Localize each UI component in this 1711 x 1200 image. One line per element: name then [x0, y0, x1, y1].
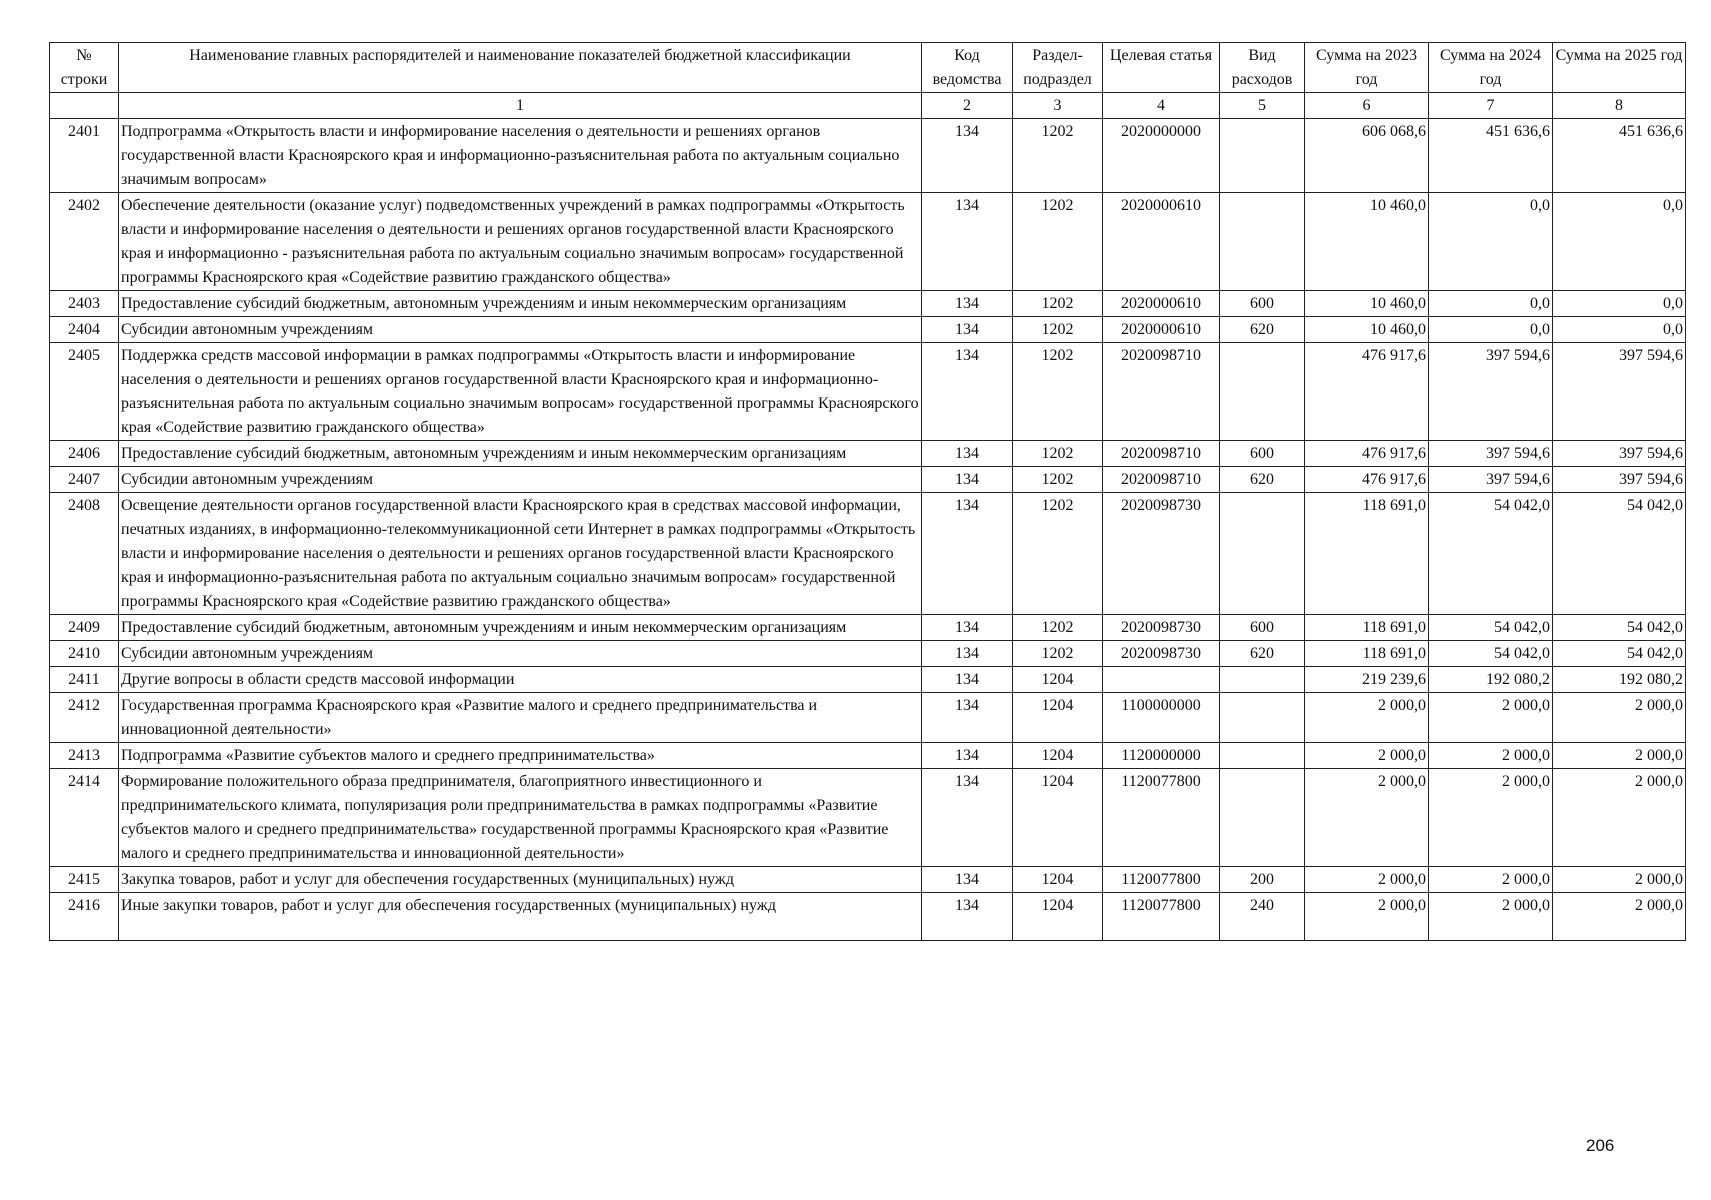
section-code: 1202	[1013, 291, 1103, 317]
sum-2024: 0,0	[1429, 291, 1553, 317]
section-code: 1202	[1013, 119, 1103, 193]
sum-2024: 54 042,0	[1429, 493, 1553, 615]
table-row	[50, 193, 1686, 291]
row-number: 2415	[50, 867, 119, 893]
sum-2023: 2 000,0	[1305, 893, 1429, 941]
sum-2024: 0,0	[1429, 317, 1553, 343]
sum-2023: 118 691,0	[1305, 493, 1429, 615]
sum-2025: 192 080,2	[1553, 667, 1686, 693]
target-article-code: 1120000000	[1103, 743, 1220, 769]
sum-2023: 476 917,6	[1305, 343, 1429, 441]
department-code: 134	[922, 667, 1013, 693]
sum-2025: 0,0	[1553, 193, 1686, 291]
header-department-code: Код ведомства	[922, 43, 1013, 93]
table-row	[50, 769, 1686, 867]
expense-type-code	[1220, 119, 1305, 193]
expense-type-code	[1220, 769, 1305, 867]
sum-2023: 118 691,0	[1305, 615, 1429, 641]
target-article-code: 1120077800	[1103, 769, 1220, 867]
sum-2024: 397 594,6	[1429, 441, 1553, 467]
expense-type-code: 620	[1220, 467, 1305, 493]
department-code: 134	[922, 867, 1013, 893]
sum-2023: 2 000,0	[1305, 743, 1429, 769]
sum-2025: 2 000,0	[1553, 867, 1686, 893]
section-code: 1202	[1013, 467, 1103, 493]
sum-2025: 54 042,0	[1553, 641, 1686, 667]
section-code: 1202	[1013, 317, 1103, 343]
row-name: Поддержка средств массовой информации в рамках подпрограммы «Открытость власти и информирование населения о деятельности и решениях органов государственной власти Красноярского края и информационно-разъяснительная работа по актуальным социально значимым вопросам» государственной программы Красноярского края «Содействие развитию гражданского общества»	[119, 343, 922, 441]
target-article-code: 2020000000	[1103, 119, 1220, 193]
row-name: Обеспечение деятельности (оказание услуг) подведомственных учреждений в рамках подпрограммы «Открытость власти и информирование населения о деятельности и решениях органов государственной власти Красноярского края и информационно - разъяснительная работа по актуальным социально значимым вопросам» государственной программы Красноярского края «Содействие развитию гражданского общества»	[119, 193, 922, 291]
row-number: 2402	[50, 193, 119, 291]
header-name: Наименование главных распорядителей и наименование показателей бюджетной классификации	[119, 43, 922, 93]
column-number: 2	[922, 93, 1013, 119]
sum-2024: 2 000,0	[1429, 693, 1553, 743]
expense-type-code	[1220, 667, 1305, 693]
row-name: Предоставление субсидий бюджетным, автономным учреждениям и иным некоммерческим организациям	[119, 615, 922, 641]
sum-2024: 2 000,0	[1429, 893, 1553, 941]
table-row	[50, 641, 1686, 667]
column-number: 8	[1553, 93, 1686, 119]
section-code: 1204	[1013, 769, 1103, 867]
header-target-article: Целевая статья	[1103, 43, 1220, 93]
row-name: Другие вопросы в области средств массовой информации	[119, 667, 922, 693]
header-section-subsection: Раздел-подраздел	[1013, 43, 1103, 93]
expense-type-code: 620	[1220, 641, 1305, 667]
sum-2025: 397 594,6	[1553, 343, 1686, 441]
sum-2025: 397 594,6	[1553, 467, 1686, 493]
table-row	[50, 743, 1686, 769]
column-number-row	[50, 93, 1686, 119]
section-code: 1202	[1013, 193, 1103, 291]
table-row	[50, 615, 1686, 641]
sum-2023: 118 691,0	[1305, 641, 1429, 667]
target-article-code: 2020000610	[1103, 317, 1220, 343]
table-row	[50, 343, 1686, 441]
sum-2024: 192 080,2	[1429, 667, 1553, 693]
target-article-code: 1100000000	[1103, 693, 1220, 743]
table-row	[50, 467, 1686, 493]
sum-2023: 10 460,0	[1305, 193, 1429, 291]
sum-2025: 2 000,0	[1553, 743, 1686, 769]
header-sum-2024: Сумма на 2024 год	[1429, 43, 1553, 93]
row-name: Субсидии автономным учреждениям	[119, 317, 922, 343]
sum-2025: 54 042,0	[1553, 615, 1686, 641]
sum-2024: 451 636,6	[1429, 119, 1553, 193]
row-number: 2403	[50, 291, 119, 317]
target-article-code: 2020000610	[1103, 291, 1220, 317]
target-article-code: 2020098710	[1103, 343, 1220, 441]
expense-type-code	[1220, 493, 1305, 615]
header-sum-2023: Сумма на 2023 год	[1305, 43, 1429, 93]
section-code: 1204	[1013, 693, 1103, 743]
sum-2023: 10 460,0	[1305, 291, 1429, 317]
sum-2025: 2 000,0	[1553, 693, 1686, 743]
column-number: 7	[1429, 93, 1553, 119]
table-row	[50, 291, 1686, 317]
expense-type-code: 600	[1220, 441, 1305, 467]
expense-type-code	[1220, 743, 1305, 769]
row-name: Формирование положительного образа предпринимателя, благоприятного инвестиционного и предпринимательского климата, популяризация роли предпринимательства в рамках подпрограммы «Развитие субъектов малого и среднего предпринимательства» государственной программы Красноярского края «Развитие малого и среднего предпринимательства и инновационной деятельности»	[119, 769, 922, 867]
header-row-number: № строки	[50, 43, 119, 93]
expense-type-code	[1220, 193, 1305, 291]
department-code: 134	[922, 743, 1013, 769]
expense-type-code	[1220, 693, 1305, 743]
row-name: Иные закупки товаров, работ и услуг для обеспечения государственных (муниципальных) нужд	[119, 893, 922, 941]
section-code: 1204	[1013, 893, 1103, 941]
sum-2023: 219 239,6	[1305, 667, 1429, 693]
header-sum-2025: Сумма на 2025 год	[1553, 43, 1686, 93]
sum-2025: 2 000,0	[1553, 769, 1686, 867]
department-code: 134	[922, 493, 1013, 615]
row-number: 2407	[50, 467, 119, 493]
target-article-code: 2020098710	[1103, 467, 1220, 493]
row-number: 2405	[50, 343, 119, 441]
section-code: 1204	[1013, 867, 1103, 893]
column-number: 5	[1220, 93, 1305, 119]
target-article-code: 2020098730	[1103, 641, 1220, 667]
sum-2024: 397 594,6	[1429, 467, 1553, 493]
target-article-code: 2020000610	[1103, 193, 1220, 291]
expense-type-code: 620	[1220, 317, 1305, 343]
expense-type-code: 600	[1220, 291, 1305, 317]
sum-2025: 397 594,6	[1553, 441, 1686, 467]
sum-2025: 0,0	[1553, 291, 1686, 317]
row-number: 2409	[50, 615, 119, 641]
table-row	[50, 693, 1686, 743]
row-name: Закупка товаров, работ и услуг для обеспечения государственных (муниципальных) нужд	[119, 867, 922, 893]
row-number: 2411	[50, 667, 119, 693]
budget-table	[49, 42, 1686, 941]
department-code: 134	[922, 693, 1013, 743]
department-code: 134	[922, 769, 1013, 867]
expense-type-code	[1220, 343, 1305, 441]
section-code: 1204	[1013, 667, 1103, 693]
row-number: 2410	[50, 641, 119, 667]
row-number: 2406	[50, 441, 119, 467]
table-row	[50, 317, 1686, 343]
row-number: 2412	[50, 693, 119, 743]
target-article-code: 2020098730	[1103, 493, 1220, 615]
target-article-code: 1120077800	[1103, 893, 1220, 941]
column-number: 1	[119, 93, 922, 119]
sum-2023: 2 000,0	[1305, 867, 1429, 893]
sum-2024: 397 594,6	[1429, 343, 1553, 441]
section-code: 1202	[1013, 493, 1103, 615]
row-name: Субсидии автономным учреждениям	[119, 641, 922, 667]
row-name: Предоставление субсидий бюджетным, автономным учреждениям и иным некоммерческим организациям	[119, 441, 922, 467]
sum-2023: 476 917,6	[1305, 441, 1429, 467]
row-number: 2413	[50, 743, 119, 769]
column-number: 4	[1103, 93, 1220, 119]
target-article-code: 1120077800	[1103, 867, 1220, 893]
sum-2024: 54 042,0	[1429, 641, 1553, 667]
department-code: 134	[922, 641, 1013, 667]
table-row	[50, 119, 1686, 193]
sum-2024: 0,0	[1429, 193, 1553, 291]
table-header-row	[50, 43, 1686, 93]
table-row	[50, 667, 1686, 693]
department-code: 134	[922, 193, 1013, 291]
column-number: 6	[1305, 93, 1429, 119]
section-code: 1202	[1013, 641, 1103, 667]
header-expense-type: Вид расходов	[1220, 43, 1305, 93]
target-article-code: 2020098710	[1103, 441, 1220, 467]
sum-2024: 54 042,0	[1429, 615, 1553, 641]
sum-2023: 10 460,0	[1305, 317, 1429, 343]
sum-2024: 2 000,0	[1429, 769, 1553, 867]
sum-2024: 2 000,0	[1429, 867, 1553, 893]
section-code: 1202	[1013, 441, 1103, 467]
sum-2023: 476 917,6	[1305, 467, 1429, 493]
section-code: 1204	[1013, 743, 1103, 769]
table-row	[50, 441, 1686, 467]
row-number: 2414	[50, 769, 119, 867]
sum-2023: 2 000,0	[1305, 769, 1429, 867]
sum-2023: 606 068,6	[1305, 119, 1429, 193]
department-code: 134	[922, 119, 1013, 193]
department-code: 134	[922, 893, 1013, 941]
table-row	[50, 493, 1686, 615]
row-name: Подпрограмма «Открытость власти и информирование населения о деятельности и решениях органов государственной власти Красноярского края и информационно-разъяснительная работа по актуальным социально значимым вопросам»	[119, 119, 922, 193]
target-article-code: 2020098730	[1103, 615, 1220, 641]
department-code: 134	[922, 343, 1013, 441]
section-code: 1202	[1013, 343, 1103, 441]
sum-2024: 2 000,0	[1429, 743, 1553, 769]
department-code: 134	[922, 317, 1013, 343]
row-number: 2401	[50, 119, 119, 193]
page-number: 206	[1586, 1136, 1615, 1155]
expense-type-code: 240	[1220, 893, 1305, 941]
sum-2025: 2 000,0	[1553, 893, 1686, 941]
table-row	[50, 867, 1686, 893]
expense-type-code: 600	[1220, 615, 1305, 641]
row-name: Подпрограмма «Развитие субъектов малого и среднего предпринимательства»	[119, 743, 922, 769]
department-code: 134	[922, 291, 1013, 317]
table-row	[50, 893, 1686, 941]
row-name: Субсидии автономным учреждениям	[119, 467, 922, 493]
row-number: 2416	[50, 893, 119, 941]
sum-2025: 0,0	[1553, 317, 1686, 343]
column-number	[50, 93, 119, 119]
row-number: 2408	[50, 493, 119, 615]
department-code: 134	[922, 441, 1013, 467]
sum-2025: 54 042,0	[1553, 493, 1686, 615]
row-name: Предоставление субсидий бюджетным, автономным учреждениям и иным некоммерческим организациям	[119, 291, 922, 317]
sum-2023: 2 000,0	[1305, 693, 1429, 743]
table-body	[50, 119, 1686, 941]
row-name: Освещение деятельности органов государственной власти Красноярского края в средствах массовой информации, печатных изданиях, в информационно-телекоммуникационной сети Интернет в рамках подпрограммы «Открытость власти и информирование населения о деятельности и решениях органов государственной власти Красноярского края и информационно-разъяснительная работа по актуальным социально значимым вопросам» государственной программы Красноярского края «Содействие развитию гражданского общества»	[119, 493, 922, 615]
row-number: 2404	[50, 317, 119, 343]
expense-type-code: 200	[1220, 867, 1305, 893]
column-number: 3	[1013, 93, 1103, 119]
sum-2025: 451 636,6	[1553, 119, 1686, 193]
department-code: 134	[922, 467, 1013, 493]
target-article-code	[1103, 667, 1220, 693]
section-code: 1202	[1013, 615, 1103, 641]
row-name: Государственная программа Красноярского края «Развитие малого и среднего предпринимательства и инновационной деятельности»	[119, 693, 922, 743]
department-code: 134	[922, 615, 1013, 641]
